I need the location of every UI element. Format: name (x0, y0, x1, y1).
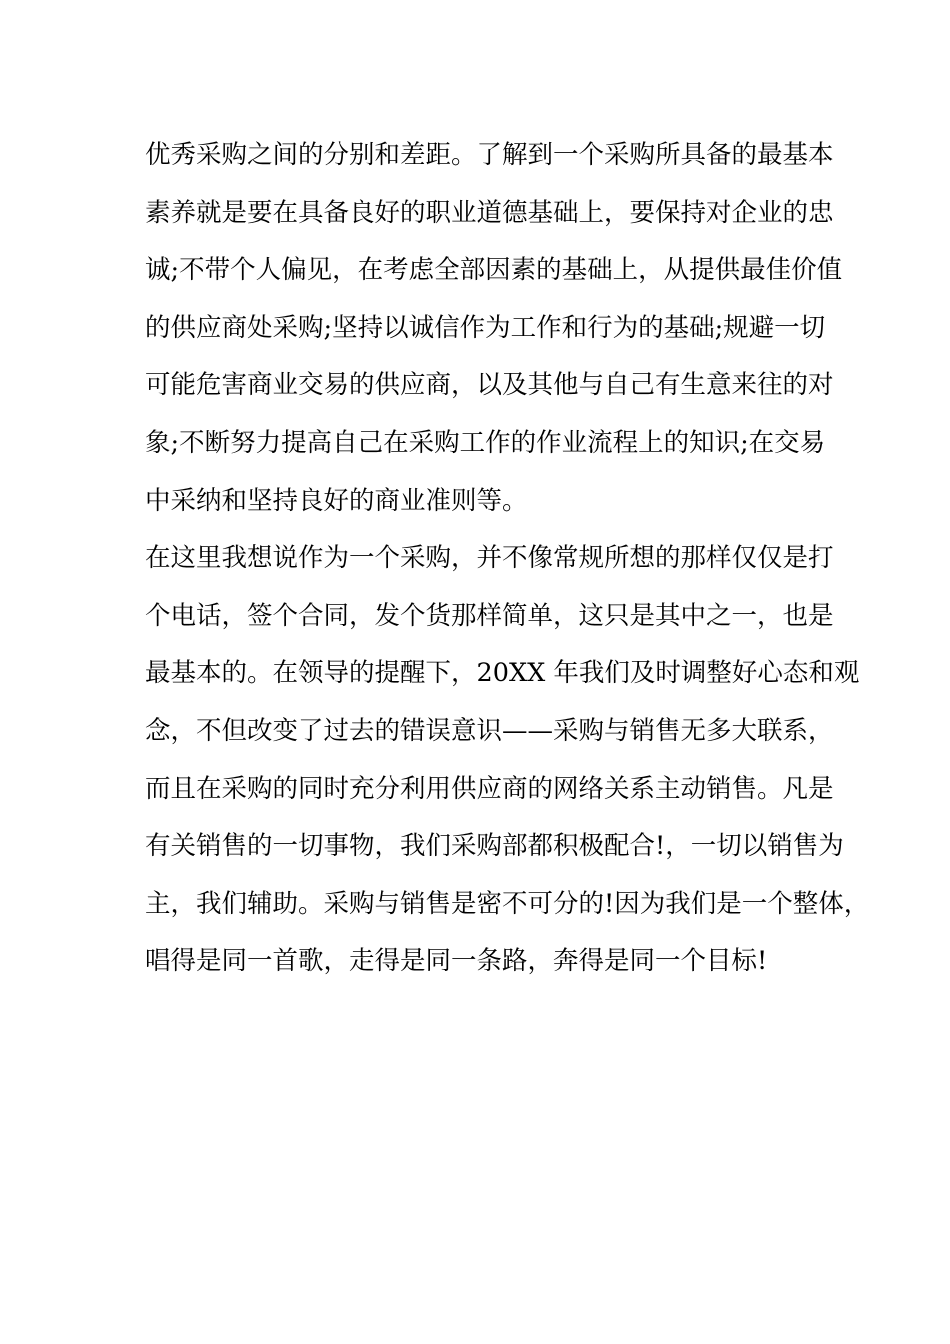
text-line: 可能危害商业交易的供应商，以及其他与自己有生意来往的对 (145, 370, 834, 401)
text-line: 中采纳和坚持良好的商业准则等。 (145, 485, 528, 516)
text-line: 念，不但改变了过去的错误意识——采购与销售无多大联系， (145, 715, 834, 746)
text-line: 的供应商处采购;坚持以诚信作为工作和行为的基础;规避一切 (145, 312, 826, 343)
text-line: 素养就是要在具备良好的职业道德基础上，要保持对企业的忠 (145, 197, 834, 228)
text-line: 优秀采购之间的分别和差距。了解到一个采购所具备的最基本 (145, 140, 834, 170)
text-line: 主，我们辅助。采购与销售是密不可分的!因为我们是一个整体， (145, 888, 870, 919)
text-line: 在这里我想说作为一个采购，并不像常规所想的那样仅仅是打 (145, 543, 834, 574)
text-line: 最基本的。在领导的提醒下，20XX 年我们及时调整好心态和观 (145, 658, 860, 689)
text-line: 有关销售的一切事物，我们采购部都积极配合!，一切以销售为 (145, 831, 844, 862)
text-line: 诚;不带个人偏见，在考虑全部因素的基础上，从提供最佳价值 (145, 255, 843, 286)
text-line: 个电话，签个合同，发个货那样简单，这只是其中之一，也是 (145, 600, 834, 631)
body-text (145, 130, 870, 994)
text-line: 象;不断努力提高自己在采购工作的作业流程上的知识;在交易 (145, 427, 826, 458)
text-line: 而且在采购的同时充分利用供应商的网络关系主动销售。凡是 (145, 773, 834, 804)
text-line: 唱得是同一首歌，走得是同一条路，奔得是同一个目标! (145, 946, 768, 977)
